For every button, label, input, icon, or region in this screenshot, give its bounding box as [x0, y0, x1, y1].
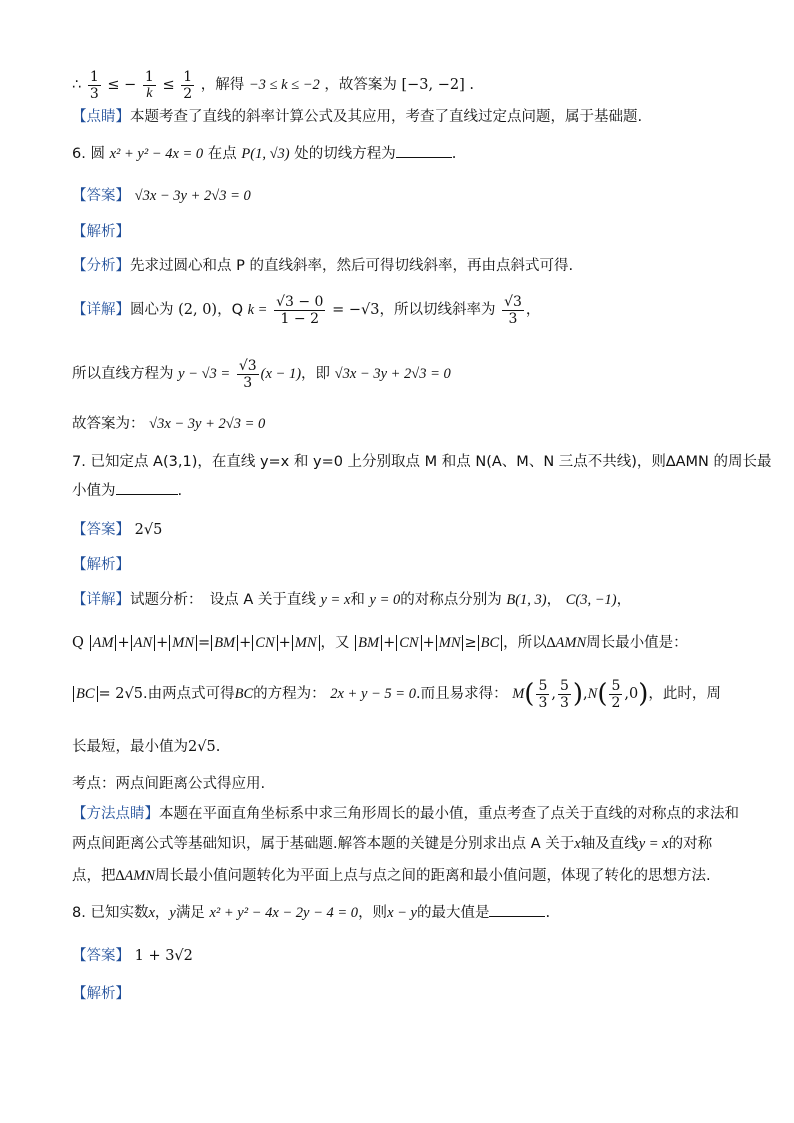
plus: +: [422, 635, 435, 651]
var-x: x: [148, 905, 155, 921]
line-eq-frac-den: 3: [243, 374, 253, 391]
tag-answer: 【答案】: [72, 188, 130, 204]
answer-8-value: 1 + 3√2: [134, 948, 193, 964]
question-6: [72, 144, 734, 164]
method-7-line-1: [72, 804, 739, 824]
tag-xiangjie: 【详解】: [72, 592, 130, 608]
method-7-line-2: [72, 834, 734, 854]
line-2-remark: [72, 107, 734, 127]
text-shortest: 长最短，最小值为: [72, 739, 188, 755]
M-x-den: 3: [538, 694, 548, 711]
abs-BM: BM: [355, 635, 382, 651]
q6-number: 6.: [72, 146, 91, 162]
abs-BM: BM: [211, 635, 238, 651]
text-two-point-form: .由两点式可得: [142, 686, 235, 702]
ineq-a: ≤ −: [107, 77, 137, 93]
fraction-one-half: $\frac{1}{2}$: [183, 68, 193, 102]
comma: ，: [616, 592, 632, 608]
q7-text-2: 小值为: [72, 483, 116, 499]
abs-BC: BC: [73, 686, 98, 702]
text-equation-is: 的方程为：: [253, 686, 326, 702]
question-8: [72, 903, 734, 923]
abs-BC: BC: [478, 635, 503, 651]
sep: ，: [546, 592, 562, 608]
detail-text-1: 圆心为: [130, 302, 174, 318]
var-y: y: [169, 905, 176, 921]
circle-center: (2, 0): [178, 302, 218, 318]
answer-7: [72, 520, 734, 540]
detail-7-line-4: [72, 737, 734, 757]
tag-dianjing: 【点睛】: [72, 109, 130, 125]
abs-CN: CN: [252, 635, 277, 651]
detail7-text-1: 试题分析： 设点 A 关于直线: [130, 592, 316, 608]
abs-MN: MN: [169, 635, 197, 651]
abs-CN: CN: [396, 635, 421, 651]
detail-7-line-2: [72, 633, 734, 653]
M-y: [558, 678, 571, 711]
line-BC-equation: 2x + y − 5 = 0: [330, 686, 416, 702]
comma: ，: [525, 302, 541, 318]
M-x-num: 5: [538, 677, 548, 694]
N-y: 0: [629, 686, 639, 702]
plus: +: [278, 635, 291, 651]
detail-7-line-1: [72, 590, 734, 610]
period: .: [215, 739, 221, 755]
detail7-text-3: 的对称点分别为: [400, 592, 502, 608]
ineq-b: ≤: [162, 77, 175, 93]
line-eq-rhs: (x − 1): [260, 366, 302, 382]
tag-xiangjie: 【详解】: [72, 302, 130, 318]
remark-text: 本题考查了直线的斜率计算公式及其应用，考查了直线过定点问题，属于基础题.: [130, 109, 643, 125]
abs-AM: AM: [90, 635, 117, 651]
conclusion-equation: √3x − 3y + 2√3 = 0: [149, 416, 266, 432]
line-1-conclusion: [72, 66, 734, 104]
triangle-AMN: ∆AMN: [115, 868, 155, 884]
q7-answer-blank: [116, 494, 178, 495]
analysis-8-header: [72, 984, 734, 1004]
answer-7-value: 2√5: [134, 522, 163, 538]
text-you: ，又: [320, 635, 350, 651]
text-min-perimeter: 周长最小值是：: [586, 635, 688, 651]
bc-value: = 2√5: [98, 686, 143, 702]
point-M-label: M: [512, 686, 525, 702]
q6-text-1: 圆: [90, 146, 105, 162]
text-at-this-time: ，此时，周: [648, 686, 721, 702]
detail-text-2: ，Q: [217, 302, 244, 318]
tag-answer: 【答案】: [72, 522, 130, 538]
result-range: −3 ≤ k ≤ −2: [248, 77, 320, 93]
method-text-1: 本题在平面直角坐标系中求三角形周长的最小值，重点考查了点关于直线的对称点的求法和: [159, 806, 739, 822]
geq: ≥: [464, 635, 477, 651]
conclusion-text: 故答案为：: [72, 416, 145, 432]
abs-AN: AN: [131, 635, 156, 651]
answer-8: [72, 946, 734, 966]
line-y-eq-0: y = 0: [369, 592, 401, 608]
line-eq-frac-num: √3: [238, 357, 257, 374]
line-eq-lhs: y − √3 =: [178, 366, 231, 382]
slope-fraction: [274, 294, 325, 327]
min-value: 2√5: [188, 739, 216, 755]
q6-answer-blank: [396, 157, 452, 158]
line-eq-fraction: [237, 358, 259, 391]
question-7-line-2: [72, 481, 734, 501]
plus: +: [239, 635, 252, 651]
fraction-one-over-k: $\frac{1}{k}$: [144, 68, 154, 101]
method-text-2: 两点间距离公式等基础知识，属于基础题.解答本题的关键是分别求出点 A 关于: [72, 836, 575, 852]
abs-MN: MN: [436, 635, 464, 651]
q8-expression: x − y: [387, 905, 417, 921]
q8-period: .: [545, 905, 551, 921]
x-axis-var: x: [574, 836, 581, 852]
point-N-label: N: [587, 686, 598, 702]
analysis-7-header: [72, 555, 734, 575]
M-x: [536, 678, 549, 711]
line-y-eq-x: y = x: [320, 592, 351, 608]
answer-6: [72, 186, 734, 206]
kaodian-text: 考点：两点间距离公式得应用.: [72, 776, 266, 792]
tag-jiexi: 【解析】: [72, 224, 130, 240]
q6-period: .: [451, 146, 457, 162]
summary-text: 先求过圆心和点 P 的直线斜率，然后可得切线斜率，再由点斜式可得.: [130, 258, 574, 274]
q7-period: .: [177, 483, 183, 499]
answer-interval: [−3, −2]: [401, 77, 465, 93]
plus: +: [383, 635, 396, 651]
slope-k: k =: [247, 302, 268, 318]
method-text-5: 点，把: [72, 868, 116, 884]
tag-method: 【方法点睛】: [72, 806, 159, 822]
detail7-text-2: 和: [350, 592, 365, 608]
slope-value: = −√3: [332, 302, 380, 318]
text-solve: ，解得: [200, 77, 245, 93]
method-text-6: 周长最小值问题转化为平面上点与点之间的距离和最小值问题，体现了转化的思想方法.: [154, 868, 711, 884]
N-x: [609, 678, 622, 711]
N-x-num: 5: [611, 677, 621, 694]
detail-text-3: ，所以切线斜率为: [379, 302, 496, 318]
answer-6-equation: √3x − 3y + 2√3 = 0: [134, 188, 251, 204]
method-7-line-3: [72, 866, 734, 886]
line-eq-final: √3x − 3y + 2√3 = 0: [334, 366, 451, 382]
detail-6-line-1: [72, 290, 734, 330]
tangent-slope-fraction: [502, 294, 524, 327]
q7-text-1: 7. 已知定点 A(3,1)，在直线 y=x 和 y=0 上分别取点 M 和点 N(A、M、N 三点不共线)，则∆AMN 的周长最: [72, 454, 772, 470]
M-y-den: 3: [559, 694, 569, 711]
plus: +: [117, 635, 130, 651]
sep: ，: [154, 905, 170, 921]
text-easy-find: .而且易求得：: [415, 686, 508, 702]
tangent-slope-denominator: 3: [508, 310, 518, 327]
q8-circle-equation: x² + y² − 4x − 2y − 4 = 0: [209, 905, 359, 921]
analysis-6-summary: [72, 256, 734, 276]
tag-fenxi: 【分析】: [72, 258, 130, 274]
point-C: C(3, −1): [565, 592, 617, 608]
slope-numerator: √3 − 0: [276, 293, 324, 310]
analysis-6-header: [72, 222, 734, 242]
q6-text-3: 处的切线方程为: [294, 146, 396, 162]
tag-answer: 【答案】: [72, 948, 130, 964]
q8-answer-blank: [489, 916, 545, 917]
question-7-line-1: [72, 452, 772, 472]
method-text-4: 的对称: [668, 836, 713, 852]
period: .: [469, 77, 474, 93]
line-y-eq-x: y = x: [638, 836, 669, 852]
answer-6-conclusion: [72, 414, 734, 434]
fraction-one-third: $\frac{1}{3}$: [89, 68, 99, 102]
equals: =: [198, 635, 211, 651]
segment-BC: BC: [234, 686, 254, 702]
q8-text-4: 的最大值是: [416, 905, 490, 921]
q8-text-3: ，则: [358, 905, 388, 921]
q6-text-2: 在点: [207, 146, 237, 162]
kaodian-7: [72, 774, 734, 794]
line-eq-text-2: ，即: [301, 366, 331, 382]
tangent-slope-numerator: √3: [504, 293, 522, 310]
slope-denominator: 1 − 2: [280, 310, 319, 327]
q-symbol: Q: [72, 635, 84, 651]
triangle-AMN: ∆AMN: [546, 635, 587, 651]
point-B: B(1, 3): [506, 592, 547, 608]
q6-circle-equation: x² + y² − 4x = 0: [109, 146, 204, 162]
tag-jiexi: 【解析】: [72, 557, 130, 573]
q8-text-2: 满足: [175, 905, 205, 921]
plus: +: [156, 635, 169, 651]
abs-MN: MN: [292, 635, 320, 651]
detail-7-line-3: BC = 2√5.由两点式可得BC的方程为： 2x + y − 5 = 0.而且易求得： M( $\frac{5}{3}$ , $\frac{5}{3}$ ),N( $\frac{5}{2}$ ,0)，此时，周: [72, 672, 734, 716]
line-eq-text-1: 所以直线方程为: [72, 366, 174, 382]
text-suoyi: ，所以: [503, 635, 547, 651]
q6-point: P(1, √3): [241, 146, 290, 162]
M-y-num: 5: [559, 677, 569, 694]
tag-jiexi: 【解析】: [72, 986, 130, 1002]
therefore-symbol: ∴: [72, 77, 82, 93]
q8-text-1: 8. 已知实数: [72, 905, 149, 921]
detail-6-line-2: [72, 354, 734, 394]
text-answer-is: ，故答案为: [324, 77, 397, 93]
N-x-den: 2: [611, 694, 621, 711]
method-text-3: 轴及直线: [580, 836, 639, 852]
